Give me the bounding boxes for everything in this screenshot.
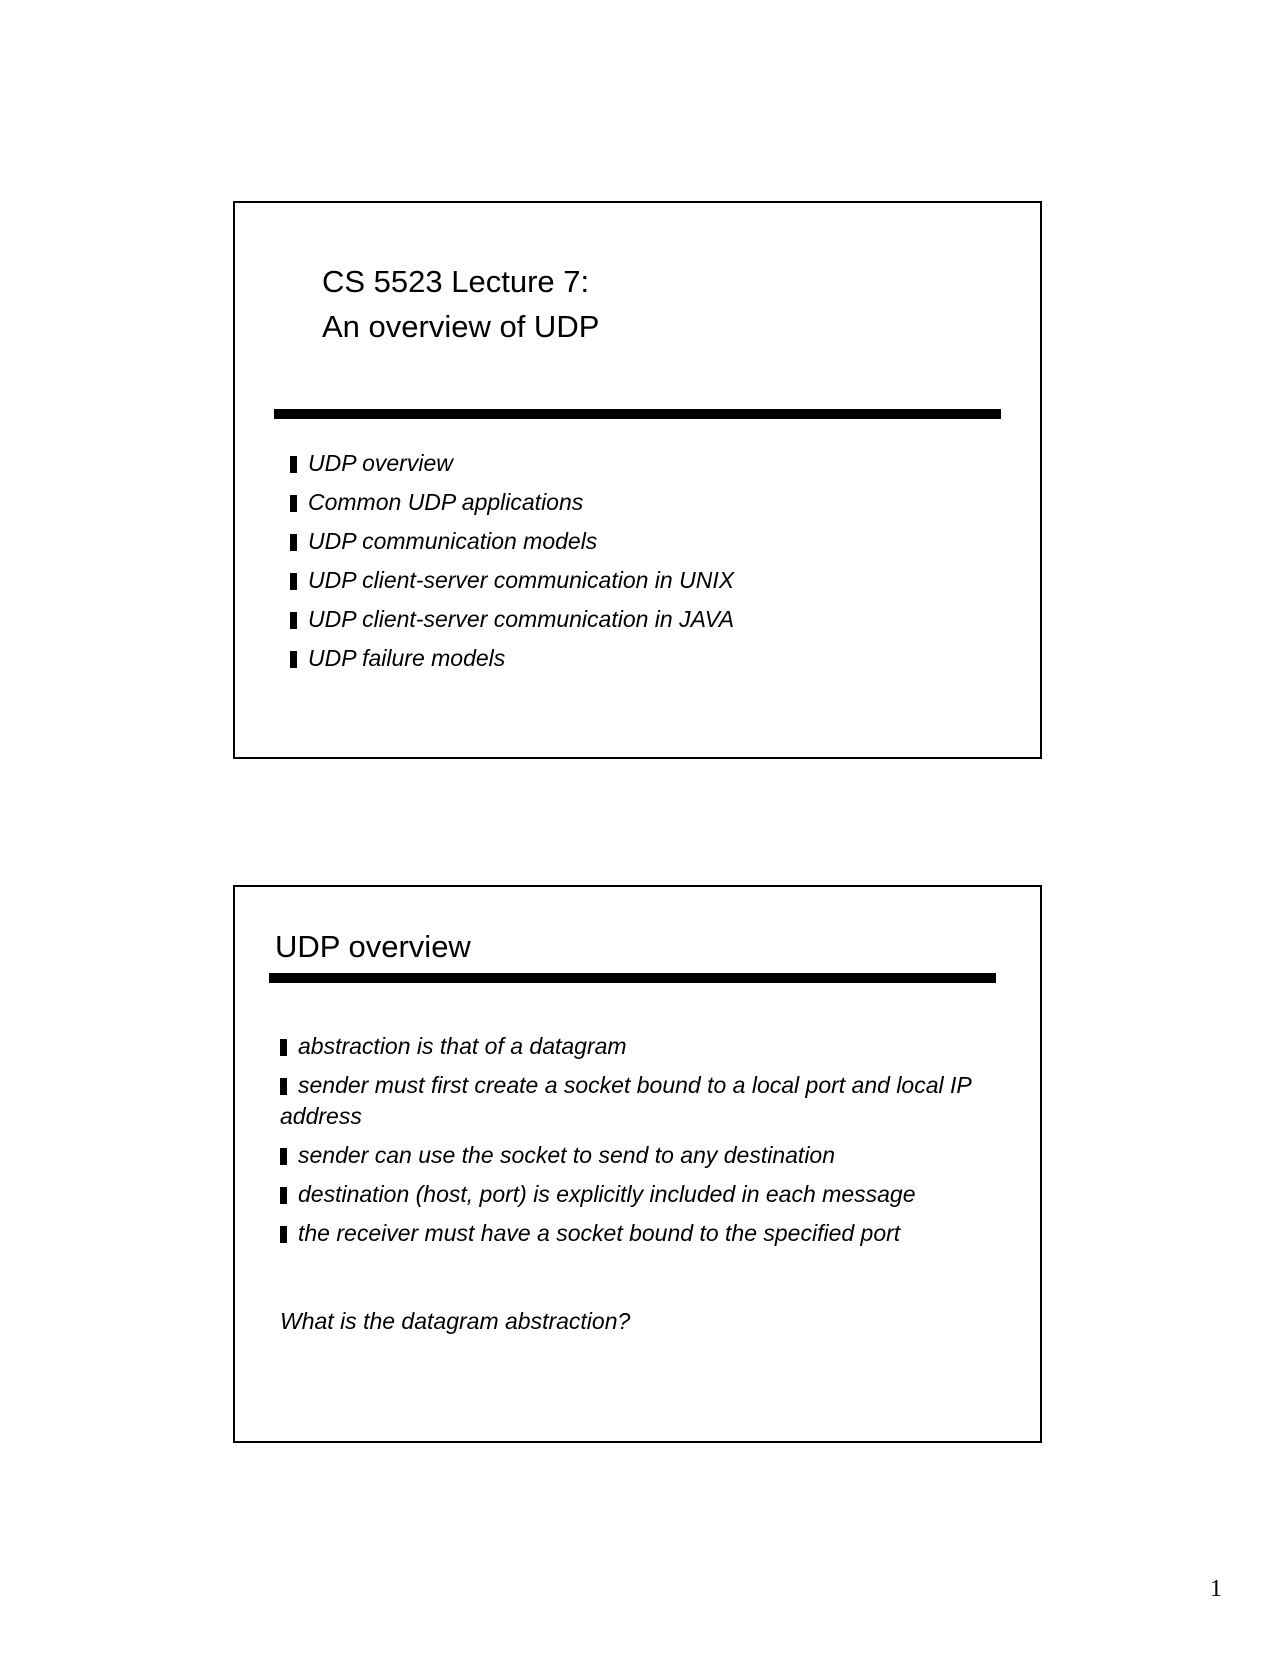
bullet-text: UDP failure models [308,645,506,671]
bullet-text: Common UDP applications [308,489,584,515]
bullet-text: destination (host, port) is explicitly included in each message [298,1181,916,1207]
title-divider [269,973,996,983]
bullet-list [280,1031,1020,1249]
bullet-text: the receiver must have a socket bound to the specified port [298,1220,901,1246]
list-item [290,643,734,674]
slide-title: UDP overview [275,929,471,964]
slide-2 [233,885,1042,1443]
bullet-marker [290,534,297,551]
bullet-marker [290,495,297,512]
bullet-marker [290,651,297,668]
list-item [280,1031,1020,1062]
bullet-marker [280,1039,287,1056]
bullet-marker [280,1078,287,1095]
bullet-text: sender must first create a socket bound to a local port and local IP address [280,1072,971,1129]
list-item [280,1070,1020,1132]
slide-title-line-1: CS 5523 Lecture 7: [322,264,590,299]
list-item [290,448,734,479]
bullet-list [290,448,734,674]
title-divider [274,409,1001,419]
bullet-text: abstraction is that of a datagram [298,1033,627,1059]
bullet-text: UDP client-server communication in JAVA [308,606,735,632]
bullet-marker [280,1148,287,1165]
list-item [290,565,734,596]
list-item [290,487,734,518]
bullet-text: UDP communication models [308,528,598,554]
list-item [290,526,734,557]
slide-title-line-2: An overview of UDP [322,309,600,344]
bullet-marker [290,612,297,629]
discussion-question: What is the datagram abstraction? [280,1308,631,1334]
bullet-marker [290,456,297,473]
bullet-marker [280,1187,287,1204]
list-item [290,604,734,635]
bullet-text: sender can use the socket to send to any destination [298,1142,836,1168]
page-number: 1 [1210,1576,1222,1602]
list-item [280,1179,1020,1210]
slide-1 [233,201,1042,759]
list-item [280,1140,1020,1171]
bullet-text: UDP overview [308,450,453,476]
bullet-marker [290,573,297,590]
bullet-text: UDP client-server communication in UNIX [308,567,735,593]
list-item [280,1218,1020,1249]
bullet-marker [280,1226,287,1243]
